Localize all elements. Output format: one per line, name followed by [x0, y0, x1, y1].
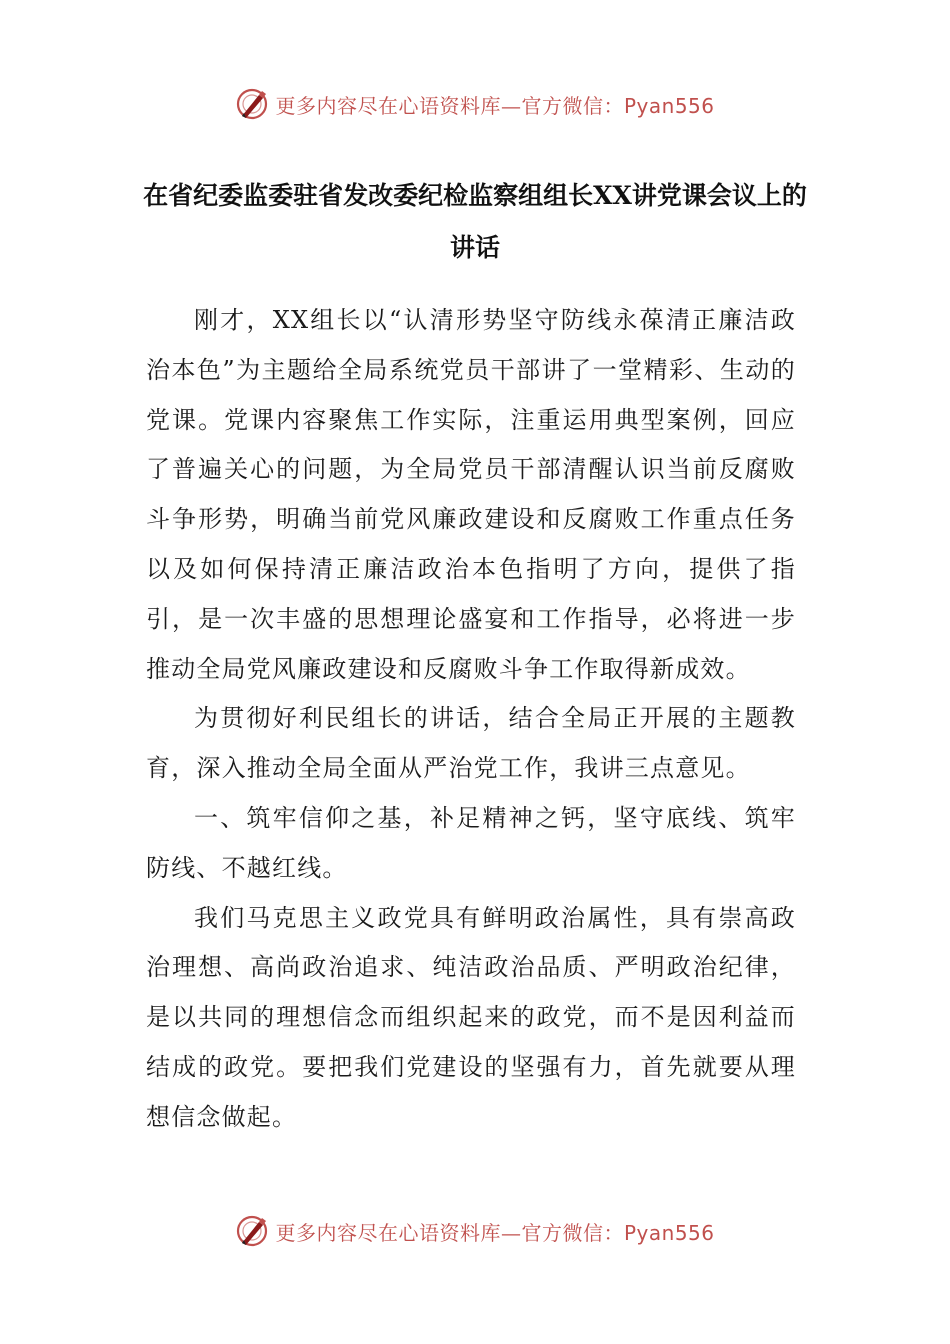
watermark-text: 更多内容尽在心语资料库—官方微信：Pyan556	[275, 93, 715, 118]
paragraph: 为贯彻好利民组长的讲话，结合全局正开展的主题教育，深入推动全局全面从严治党工作，我讲三点意见。	[146, 704, 796, 783]
paragraph: 我们马克思主义政党具有鲜明政治属性，具有崇高政治理想、高尚政治追求、纯洁政治品质、严明政治纪律，是以共同的理想信念而组织起来的政党，而不是因利益而结成的政党。要把我们党建设的坚强有力，首先就要从理想信念做起。	[146, 903, 796, 1131]
watermark-banner-bottom	[0, 1211, 950, 1251]
watermark-text: 更多内容尽在心语资料库—官方微信：Pyan556	[275, 1220, 715, 1245]
document-body	[146, 296, 796, 1143]
watermark-banner-top	[0, 84, 950, 124]
pen-logo-icon	[235, 87, 269, 121]
paragraph: 刚才，XX组长以“认清形势坚守防线永葆清正廉洁政治本色”为主题给全局系统党员干部讲了一堂精彩、生动的党课。党课内容聚焦工作实际，注重运用典型案例，回应了普遍关心的问题，为全局党员干部清醒认识当前反腐败斗争形势，明确当前党风廉政建设和反腐败工作重点任务以及如何保持清正廉洁政治本色指明了方向，提供了指引，是一次丰盛的思想理论盛宴和工作指导，必将进一步推动全局党风廉政建设和反腐败斗争工作取得新成效。	[146, 306, 796, 683]
wechat-id: Pyan556	[623, 1220, 715, 1245]
pen-logo-icon	[235, 1214, 269, 1248]
section-heading: 一、筑牢信仰之基，补足精神之钙，坚守底线、筑牢防线、不越红线。	[146, 803, 796, 882]
wechat-id: Pyan556	[623, 93, 715, 118]
document-title: 在省纪委监委驻省发改委纪检监察组组长XX讲党课会议上的讲话	[143, 181, 807, 262]
